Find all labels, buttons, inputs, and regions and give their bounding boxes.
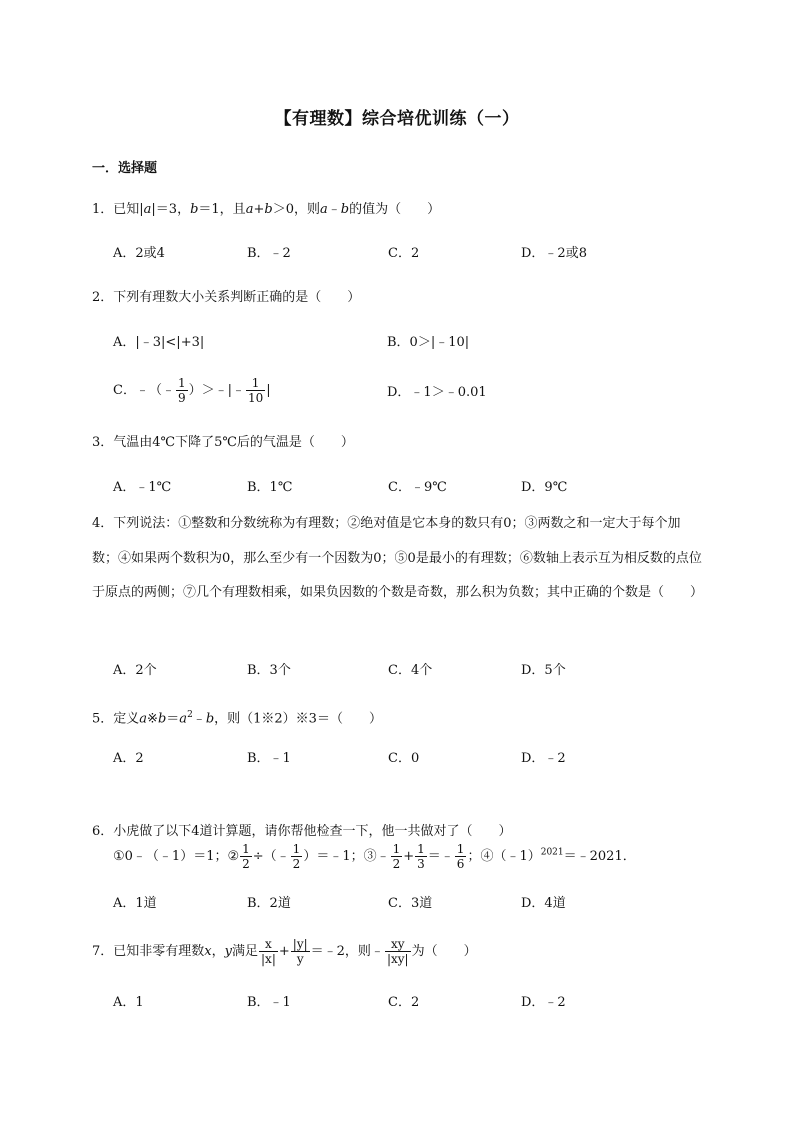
question-3-stem: 3．气温由4℃下降了5℃后的气温是（ ） [92, 435, 354, 450]
question-7-stem: 7．已知非零有理数x，y满足 $\frac{x}{|x|}$ + $\frac{|y|}{y}$ ＝﹣2，则﹣ $\frac{xy}{|xy|}$ 为（ ） [92, 937, 477, 966]
question-5-option-d[interactable]: D．﹣2 [521, 751, 566, 766]
question-6-option-c[interactable]: C．3道 [388, 896, 433, 911]
question-4-stem: 4．下列说法：①整数和分数统称为有理数；②绝对值是它本身的数只有0；③两数之和一定大于每个加数；④如果两个数积为0，那么至少有一个因数为0；⑤0是最小的有理数；⑥数轴上表示互为相反数的点位于原点的两侧；⑦几个有理数相乘，如果负因数的个数是奇数，那么积为负数；其中正确的个数是（ ） [92, 516, 704, 600]
question-4-option-b[interactable]: B．3个 [247, 663, 291, 678]
fraction: $\frac{xy}{|xy|}$ [386, 937, 409, 966]
question-6-option-a[interactable]: A．1道 [113, 896, 157, 911]
question-5-option-c[interactable]: C．0 [388, 751, 420, 766]
question-1-option-d[interactable]: D．﹣2或8 [521, 246, 587, 261]
question-4-option-a[interactable]: A．2个 [113, 663, 157, 678]
question-2-option-b[interactable]: B．0＞|﹣10| [387, 335, 470, 350]
question-2-option-a[interactable]: A．|﹣3|<|+3| [113, 335, 205, 350]
question-5-stem: 5．定义$a※b=a^2﹣b$，则（1※2）※3＝（ ） [92, 710, 382, 727]
page-title: 【有理数】综合培优训练（一） [274, 109, 520, 129]
question-3-option-c[interactable]: C．﹣9℃ [388, 480, 447, 495]
question-7-option-d[interactable]: D．﹣2 [521, 995, 566, 1010]
question-5-option-b[interactable]: B．﹣1 [247, 751, 291, 766]
question-7-option-c[interactable]: C．2 [388, 995, 420, 1010]
question-3-option-b[interactable]: B．1℃ [247, 480, 293, 495]
question-1-option-b[interactable]: B．﹣2 [247, 246, 291, 261]
question-1-stem: 1．已知|a|＝3，b＝1，且a+b＞0，则a﹣b的值为（ ） [92, 202, 441, 217]
question-6-option-b[interactable]: B．2道 [247, 896, 291, 911]
fraction: $\frac{1}{9}$ [177, 376, 186, 405]
question-7-option-b[interactable]: B．﹣1 [247, 995, 291, 1010]
question-4-option-d[interactable]: D．5个 [521, 663, 566, 678]
fraction: $\frac{1}{6}$ [456, 842, 465, 871]
fraction: $\frac{1}{3}$ [417, 842, 425, 871]
section-heading: 一．选择题 [92, 161, 158, 176]
question-2-option-c[interactable]: C．﹣（﹣ $\frac{1}{9}$ ）＞﹣|﹣ $\frac{1}{10}$ | [113, 376, 271, 405]
fraction: $\frac{x}{|x|}$ [261, 937, 276, 966]
question-5-option-a[interactable]: A．2 [113, 751, 144, 766]
question-2-stem: 2．下列有理数大小关系判断正确的是（ ） [92, 290, 361, 305]
question-6-stem: 6．小虎做了以下4道计算题，请你帮他检查一下，他一共做对了（ ） [92, 824, 512, 839]
fraction: $\frac{1}{2}$ [292, 842, 301, 871]
fraction: $\frac{1}{2}$ [392, 842, 401, 871]
question-6-option-d[interactable]: D．4道 [521, 896, 566, 911]
fraction: $\frac{|y|}{y}$ [292, 937, 308, 966]
question-1-option-a[interactable]: A．2或4 [113, 246, 165, 261]
question-2-option-d[interactable]: D．﹣1＞﹣0.01 [387, 385, 487, 400]
fraction: $\frac{1}{2}$ [242, 842, 250, 871]
question-3-option-d[interactable]: D．9℃ [521, 480, 568, 495]
question-4-option-c[interactable]: C．4个 [388, 663, 433, 678]
question-1-option-c[interactable]: C．2 [388, 246, 420, 261]
question-3-option-a[interactable]: A．﹣1℃ [113, 480, 172, 495]
fraction: $\frac{1}{10}$ [247, 376, 264, 405]
question-7-option-a[interactable]: A．1 [113, 995, 144, 1010]
question-6-expressions: ①0﹣（﹣1）＝1；② $\frac{1}{2}$ ÷（﹣ $\frac{1}{2}$ ）＝﹣1；③﹣ $\frac{1}{2}$ + $\frac{1}{3}$ ＝﹣ $\frac{1}{6}$ ；④（﹣1）$^{2021}$＝﹣2021． [113, 842, 636, 871]
